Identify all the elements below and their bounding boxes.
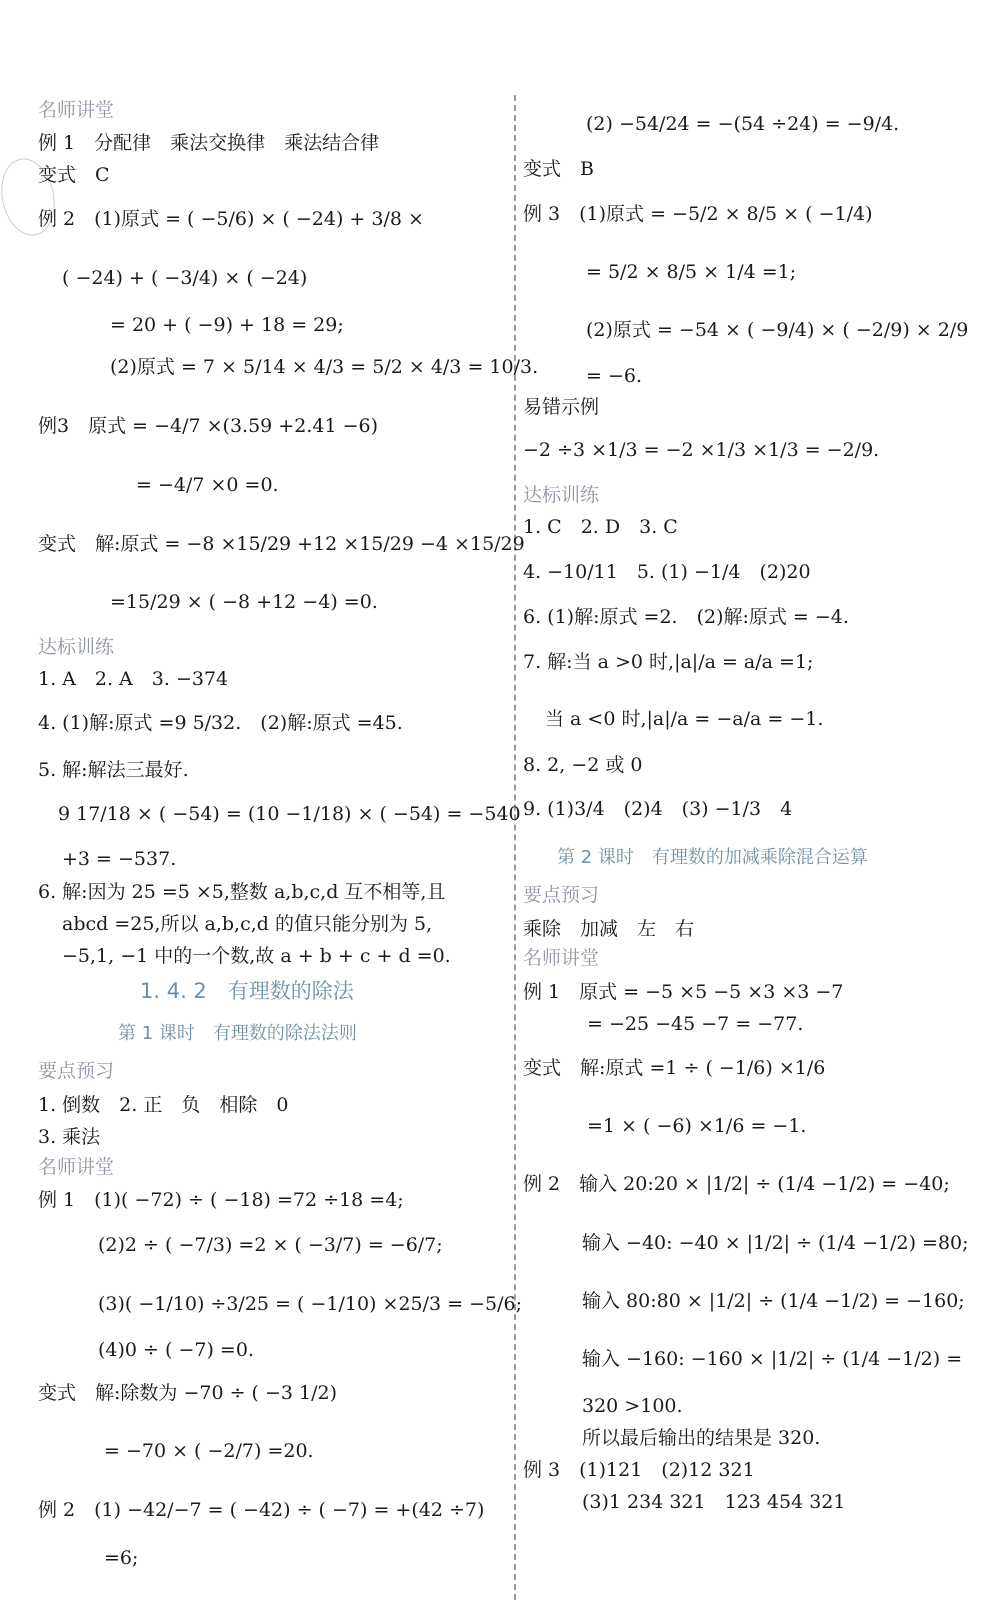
heading-teacher-lecture: 名师讲堂 (38, 99, 115, 121)
text-line: 7. 解:当 a >0 时,|a|/a = a/a =1; (523, 651, 814, 673)
heading-teacher-lecture: 名师讲堂 (523, 947, 600, 969)
text-line: 3. 乘法 (38, 1126, 101, 1148)
text-line: 9. (1)3/4 (2)4 (3) −1/3 4 (523, 798, 793, 820)
text-line: 当 a <0 时,|a|/a = −a/a = −1. (545, 708, 824, 730)
text-line: 例 2 (1) −42/−7 = ( −42) ÷ ( −7) = +(42 ÷7) (38, 1499, 485, 1521)
section-title: 1. 4. 2 有理数的除法 (140, 979, 354, 1003)
text-line: 例3 原式 = −4/7 ×(3.59 +2.41 −6) (38, 415, 378, 437)
heading-preview: 要点预习 (38, 1060, 115, 1082)
text-line: (2)原式 = −54 × ( −9/4) × ( −2/9) × 2/9 (586, 319, 969, 341)
text-line: 输入 −40: −40 × |1/2| ÷ (1/4 −1/2) =80; (582, 1232, 969, 1254)
text-line: =15/29 × ( −8 +12 −4) =0. (110, 591, 378, 613)
watermark-logo (822, 1546, 992, 1598)
text-line: = 20 + ( −9) + 18 = 29; (110, 314, 344, 336)
text-line: 例 3 (1)原式 = −5/2 × 8/5 × ( −1/4) (523, 203, 873, 225)
text-line: 例 1 (1)( −72) ÷ ( −18) =72 ÷18 =4; (38, 1189, 404, 1211)
text-line: = 5/2 × 8/5 × 1/4 =1; (586, 261, 797, 283)
text-line: (4)0 ÷ ( −7) =0. (98, 1339, 254, 1361)
text-line: =1 × ( −6) ×1/6 = −1. (587, 1115, 807, 1137)
text-line: 例 1 分配律 乘法交换律 乘法结合律 (38, 132, 380, 154)
text-line: −2 ÷3 ×1/3 = −2 ×1/3 ×1/3 = −2/9. (523, 439, 880, 461)
column-divider (514, 95, 516, 1600)
lesson-title: 第 2 课时 有理数的加减乘除混合运算 (557, 847, 868, 868)
text-line: 所以最后输出的结果是 320. (582, 1427, 821, 1449)
text-line: 乘除 加减 左 右 (523, 918, 695, 940)
text-line: =6; (104, 1547, 139, 1569)
heading-preview: 要点预习 (523, 884, 600, 906)
text-line: 例 2 (1)原式 = ( −5/6) × ( −24) + 3/8 × (38, 208, 424, 230)
text-line: abcd =25,所以 a,b,c,d 的值只能分别为 5, (62, 913, 433, 935)
text-line: = −25 −45 −7 = −77. (587, 1013, 804, 1035)
text-line: 输入 −160: −160 × |1/2| ÷ (1/4 −1/2) = (582, 1348, 963, 1370)
heading-teacher-lecture: 名师讲堂 (38, 1156, 115, 1178)
error-example-heading: 易错示例 (523, 396, 600, 418)
text-line: 4. −10/11 5. (1) −1/4 (2)20 (523, 561, 811, 583)
text-line: = −6. (586, 365, 643, 387)
text-line: 输入 80:80 × |1/2| ÷ (1/4 −1/2) = −160; (582, 1290, 965, 1312)
text-line: = −4/7 ×0 =0. (136, 474, 279, 496)
text-line: = −70 × ( −2/7) =20. (104, 1440, 314, 1462)
text-line: (3)1 234 321 123 454 321 (582, 1491, 846, 1513)
text-line: 1. A 2. A 3. −374 (38, 668, 229, 690)
heading-drill: 达标训练 (38, 636, 115, 658)
text-line: 6. 解:因为 25 =5 ×5,整数 a,b,c,d 互不相等,且 (38, 881, 446, 903)
text-line: (2) −54/24 = −(54 ÷24) = −9/4. (586, 113, 900, 135)
text-line: 变式 解:原式 =1 ÷ ( −1/6) ×1/6 (523, 1057, 826, 1079)
text-line: 6. (1)解:原式 =2. (2)解:原式 = −4. (523, 606, 849, 628)
text-line: (2)原式 = 7 × 5/14 × 4/3 = 5/2 × 4/3 = 10/3. (110, 356, 539, 378)
text-line: 例 1 原式 = −5 ×5 −5 ×3 ×3 −7 (523, 981, 844, 1003)
text-line: 1. 倒数 2. 正 负 相除 0 (38, 1094, 289, 1116)
text-line: (2)2 ÷ ( −7/3) =2 × ( −3/7) = −6/7; (98, 1234, 443, 1256)
text-line: 4. (1)解:原式 =9 5/32. (2)解:原式 =45. (38, 712, 403, 734)
text-line: 9 17/18 × ( −54) = (10 −1/18) × ( −54) = −540 (58, 803, 521, 825)
text-line: −5,1, −1 中的一个数,故 a + b + c + d =0. (62, 945, 451, 967)
text-line: 变式 C (38, 164, 110, 186)
text-line: +3 = −537. (62, 848, 177, 870)
text-line: 变式 解:除数为 −70 ÷ ( −3 1/2) (38, 1382, 338, 1404)
text-line: 1. C 2. D 3. C (523, 516, 678, 538)
text-line: 320 >100. (582, 1395, 683, 1417)
text-line: ( −24) + ( −3/4) × ( −24) (62, 267, 308, 289)
text-line: 例 2 输入 20:20 × |1/2| ÷ (1/4 −1/2) = −40; (523, 1173, 950, 1195)
text-line: 8. 2, −2 或 0 (523, 754, 643, 776)
text-line: 例 3 (1)121 (2)12 321 (523, 1459, 755, 1481)
text-line: 变式 B (523, 158, 594, 180)
text-line: 5. 解:解法三最好. (38, 759, 189, 781)
text-line: (3)( −1/10) ÷3/25 = ( −1/10) ×25/3 = −5/6; (98, 1293, 522, 1315)
lesson-title: 第 1 课时 有理数的除法法则 (118, 1023, 357, 1044)
heading-drill: 达标训练 (523, 484, 600, 506)
text-line: 变式 解:原式 = −8 ×15/29 +12 ×15/29 −4 ×15/29 (38, 533, 525, 555)
